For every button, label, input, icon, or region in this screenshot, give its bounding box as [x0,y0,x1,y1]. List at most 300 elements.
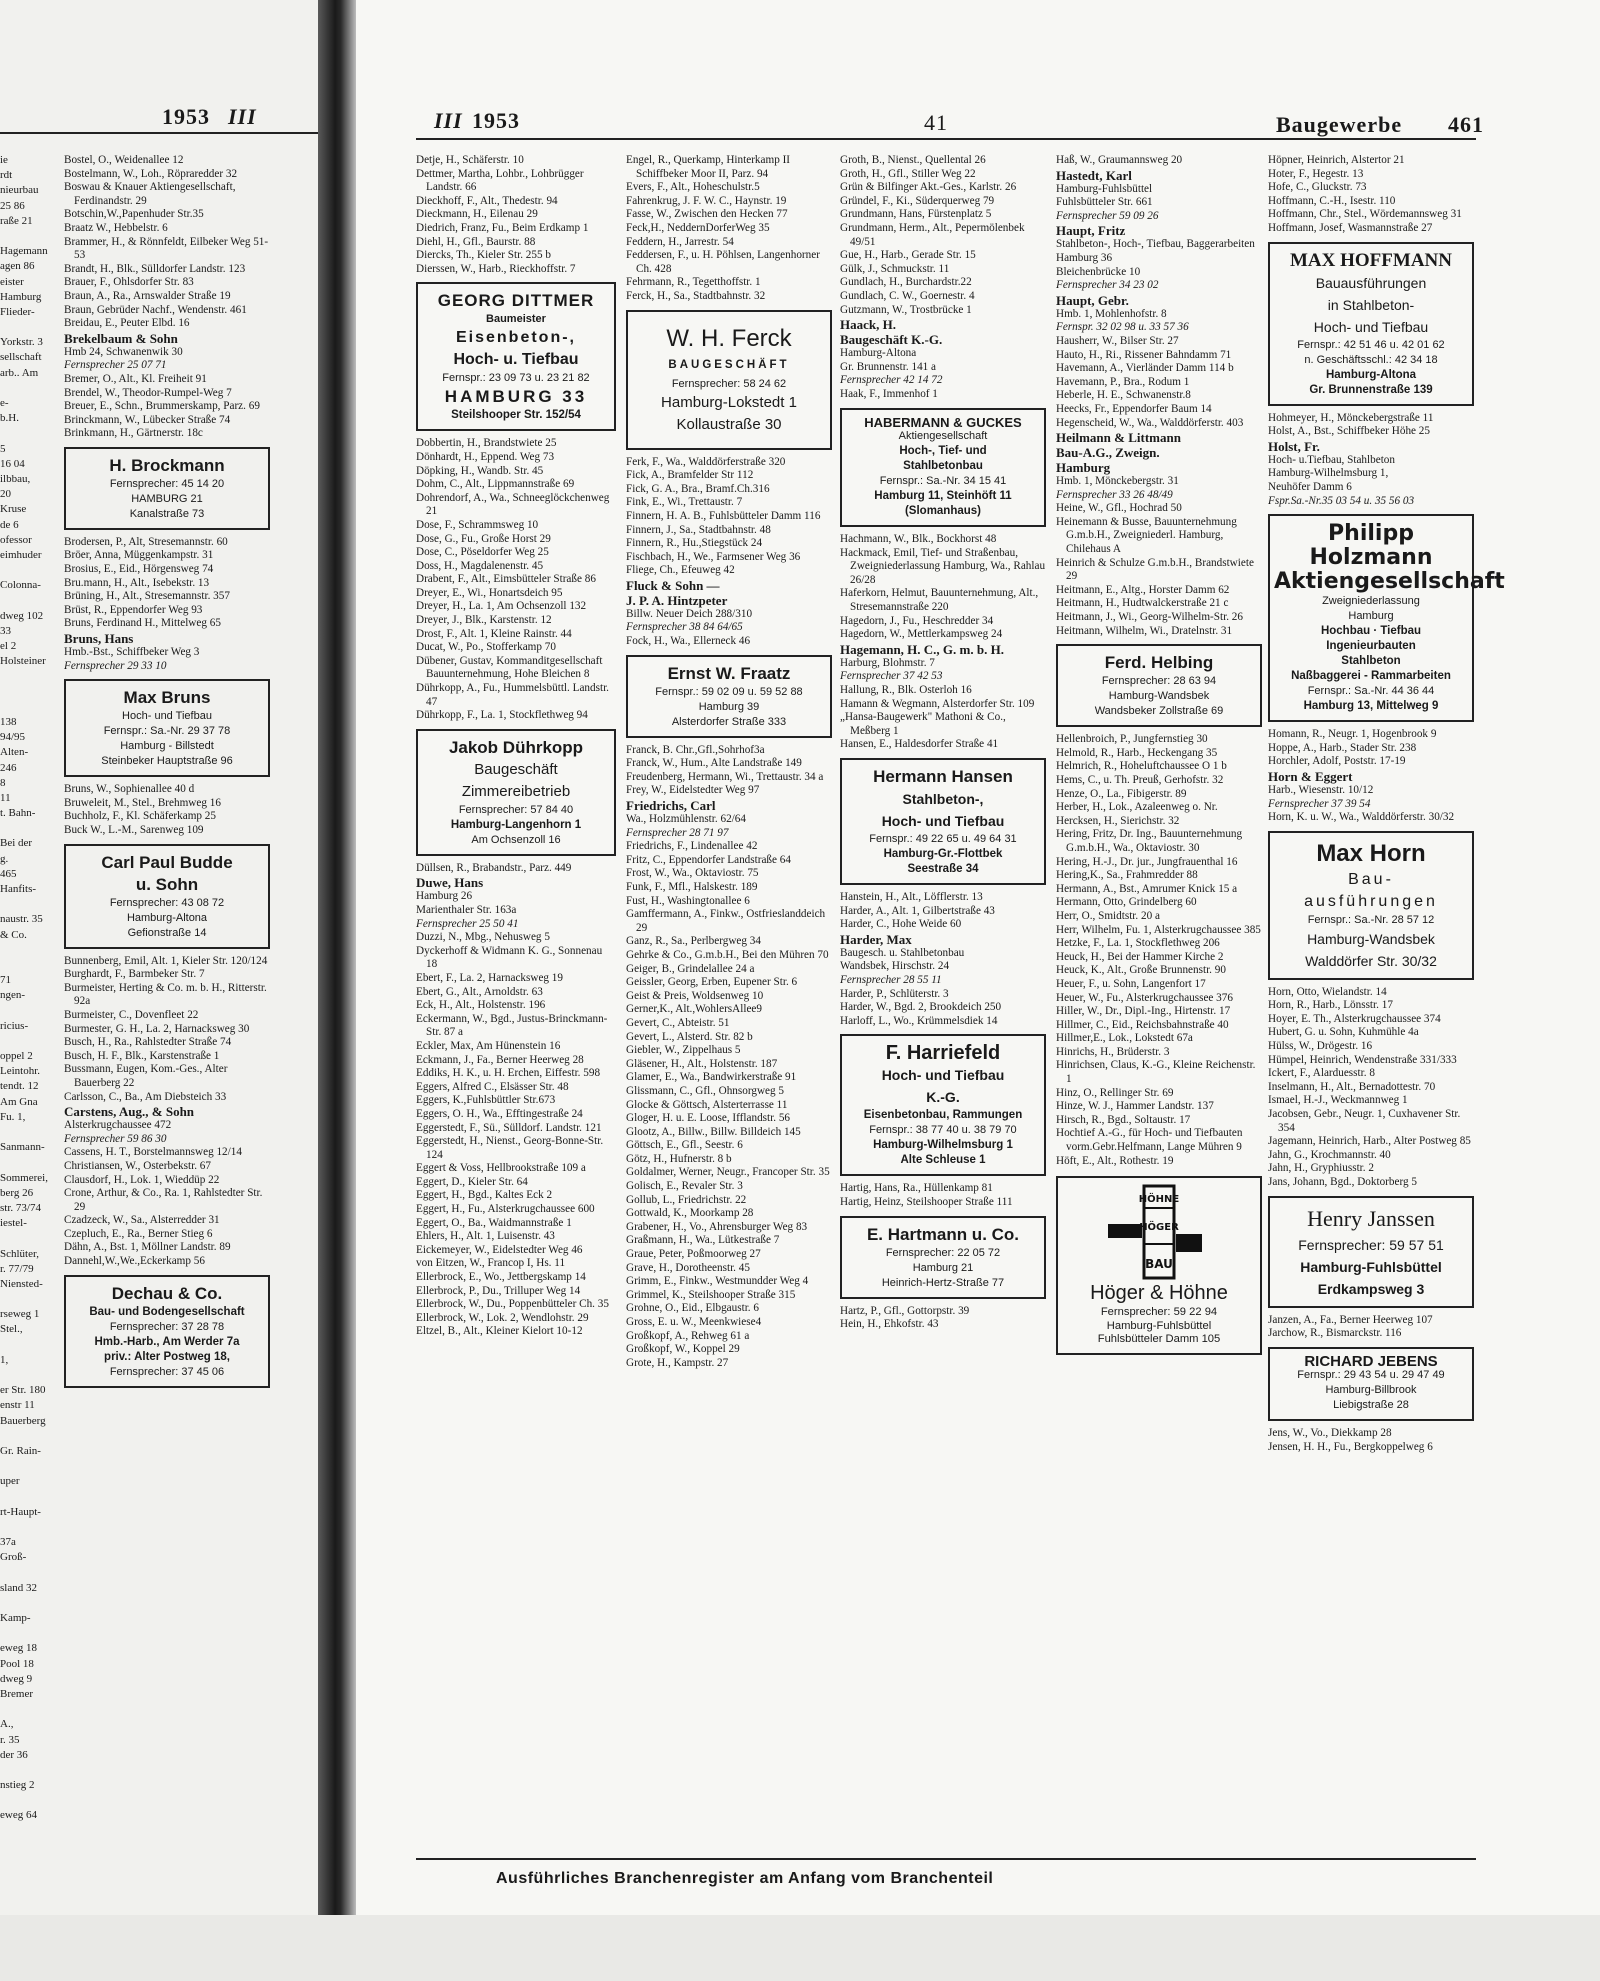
directory-entry: Hamburg-Fuhlsbüttel [1056,182,1153,195]
directory-entry: Hastedt, Karl [1056,167,1132,183]
edge-fragment [0,321,60,336]
directory-entry: Fernsprecher 28 55 11 [840,973,942,986]
directory-entry: Fust, H., Washingtonallee 6 [626,894,750,907]
directory-entry: Horn, R., Harb., Lönsstr. 17 [1268,999,1393,1012]
entry-list [1268,154,1474,236]
column-2 [626,154,832,1370]
edge-fragment: tendt. 12 [0,1080,39,1093]
directory-entry: Cassens, H. T., Borstelmannsweg 12/14 [64,1146,242,1159]
edge-fragment [0,427,60,442]
directory-entry: Hamburg 36 [1056,251,1113,264]
directory-entry: Hagemann, H. C., G. m. b. H. [840,641,1004,657]
edge-fragment: arb.. Am [0,366,39,379]
ad-name: RICHARD JEBENS [1304,1352,1438,1370]
edge-fragment: Pool 18 [0,1657,34,1670]
edge-fragment [0,1156,60,1171]
edge-fragment: Sommerei, [0,1171,48,1184]
edge-fragment [0,959,60,974]
directory-entry: Eckler, Max, Am Hünenstein 16 [416,1039,561,1052]
edge-fragment: rt-Haupt- [0,1505,41,1518]
directory-entry: Brendel, W., Theodor-Rumpel-Weg 7 [64,386,232,399]
entry-list [1268,1427,1474,1454]
entry-list [840,1182,1046,1209]
ad-ferd-helbing: Ferd. Helbing Fernsprecher: 28 63 94 Hamburg-Wandsbek Wandsbeker Zollstraße 69 [1056,644,1262,727]
ad-name: Max Bruns [123,688,211,708]
edge-fragment [0,1232,60,1247]
edge-fragment: Leintohr. [0,1065,41,1078]
edge-fragment: eweg 64 [0,1809,37,1822]
ad-hoeger-hoehne: HÖHNE HÖGER BAU Höger & Höhne Fernsprecher: 59 22 94 Hamburg-Fuhlsbüttel Fuhlsbütteler Damm 105 [1056,1176,1262,1355]
directory-entry: Ickert, F., Alarduesstr. 8 [1268,1067,1375,1080]
directory-entry: Dönhardt, H., Eppend. Weg 73 [416,450,555,463]
directory-entry: Fernsprecher 38 84 64/65 [626,621,743,634]
directory-entry: Goldalmer, Werner, Neugr., Francoper Str. 35 [626,1166,830,1179]
edge-fragment: r. 35 [0,1733,20,1746]
directory-entry: Eggers, Alfred C., Elsässer Str. 48 [416,1080,569,1093]
directory-entry: Gevert, C., Abteistr. 51 [626,1016,730,1029]
directory-entry: Fock, H., Wa., Ellerneck 46 [626,635,751,648]
directory-entry: Fick, G. A., Bra., Bramf.Ch.316 [626,482,770,495]
ad-dechau: Dechau & Co. Bau- und Bodengesellschaft Fernsprecher: 37 28 78 Hmb.-Harb., Am Werder 7a priv.: Alter Postweg 18, Fernsprecher: 37 45 06 [64,1275,270,1388]
directory-entry: Hauto, H., Ri., Rissener Bahndamm 71 [1056,348,1232,361]
edge-fragment: 138 [0,715,17,728]
directory-entry: Brauer, F., Ohlsdorfer Str. 83 [64,276,194,289]
ad-budde: Carl Paul Budde u. Sohn Fernsprecher: 43 08 72 Hamburg-Altona Gefionstraße 14 [64,844,270,949]
directory-entry: Graue, Peter, Poßmoorweg 27 [626,1248,761,1261]
edge-fragment: 71 [0,974,11,987]
ad-name: Ernst W. Fraatz [667,663,791,683]
directory-entry: Hachmann, W., Blk., Bockhorst 48 [840,533,997,546]
edge-fragment: Stel., [0,1323,23,1336]
directory-entry: Heberle, H. E., Schwanenstr.8 [1056,389,1191,402]
edge-fragment: Gr. Rain- [0,1444,41,1457]
edge-fragment: nstieg 2 [0,1779,35,1792]
directory-entry: Hamburg 26 [416,890,473,903]
directory-entry: Bussmann, Eugen, Kom.-Ges., Alter Bauerberg 22 [64,1063,231,1089]
directory-entry: Dierssen, W., Harb., Rieckhoffstr. 7 [416,262,576,275]
edge-fragment: Holsteiner [0,655,46,668]
directory-entry: Bröer, Anna, Müggenkampstr. 31 [64,549,214,562]
directory-entry: Gundlach, H., Burchardstr.22 [840,276,972,289]
column-3 [840,154,1046,1332]
directory-entry: Crone, Arthur, & Co., Ra. 1, Rahlstedter Str. 29 [64,1187,266,1213]
page-number: 41 [924,110,948,135]
directory-entry: Hoter, F., Hegestr. 13 [1268,167,1364,180]
edge-fragment [0,1005,60,1020]
right-header-year: 1953 [472,108,520,133]
directory-entry: Heuck, K., Alt., Große Brunnenstr. 90 [1056,964,1226,977]
directory-entry: Hellenbroich, P., Jungfernstieg 30 [1056,733,1208,746]
directory-entry: Gutzmann, W., Trostbrücke 1 [840,303,972,316]
book-gutter [318,0,356,1981]
column-number: 461 [1448,112,1484,137]
directory-entry: J. P. A. Hintzpeter [626,592,728,608]
directory-entry: Brüst, R., Eppendorfer Weg 93 [64,603,203,616]
directory-entry: Hansen, E., Haldesdorfer Straße 41 [840,738,999,751]
ad-name: Höger & Höhne [1090,1282,1228,1305]
directory-entry: Horchler, Adolf, Poststr. 17-19 [1268,755,1406,768]
directory-entry: Ismael, H.-J., Weckmannweg 1 [1268,1094,1408,1107]
directory-entry: Hmb 24, Schwanenwik 30 [64,345,183,358]
edge-fragment: rdt [0,169,13,182]
ad-phone: Fernsprecher: 45 14 20 [109,477,225,490]
ad-ferck: W. H. Ferck BAUGESCHÄFT Fernsprecher: 58 24 62 Hamburg-Lokstedt 1 Kollaustraße 30 [626,310,832,450]
edge-fragment: de 6 [0,518,19,531]
logo-bottom-text: BAU [1145,1257,1173,1272]
directory-entry: Frey, W., Eidelstedter Weg 97 [626,784,760,797]
directory-entry: Grundmann, Herm., Alt., Pepermölenbek 49/51 [840,221,1028,248]
directory-entry: Fernsprecher 28 71 97 [626,826,729,839]
edge-fragment: str. 73/74 [0,1201,41,1214]
directory-entry: Heitmann, E., Altg., Horster Damm 62 [1056,583,1230,596]
directory-entry: Busch, H. F., Blk., Karstenstraße 1 [64,1049,220,1062]
directory-entry: Hartig, Hans, Ra., Hüllenkamp 81 [840,1182,993,1195]
edge-fragment [0,1339,60,1354]
ad-fraatz: Ernst W. Fraatz Fernspr.: 59 02 09 u. 59 52 88 Hamburg 39 Alsterdorfer Straße 333 [626,655,832,738]
directory-entry: Ebert, F., La. 2, Harnacksweg 19 [416,971,563,984]
directory-entry: Burmester, G. H., La. 2, Harnacksweg 30 [64,1022,250,1035]
directory-entry: Hagedorn, W., Mettlerkampsweg 24 [840,628,1003,641]
edge-fragment [0,1521,60,1536]
ad-brockmann [64,447,270,530]
directory-entry: Dose, C., Pöseldorfer Weg 25 [416,546,549,559]
directory-entry: Havemann, P., Bra., Rodum 1 [1056,375,1190,388]
directory-entry: Golisch, E., Revaler Str. 3 [626,1180,743,1193]
directory-entry: Ferck, H., Sa., Stadtbahnstr. 32 [626,289,766,302]
directory-entry: Götz, H., Hufnerstr. 8 b [626,1152,732,1165]
directory-entry: Breidau, E., Peuter Elbd. 16 [64,317,190,330]
edge-fragment: dweg 9 [0,1672,33,1685]
directory-entry: Ehlers, H., Alt. 1, Luisenstr. 43 [416,1230,555,1243]
edge-fragment: er Str. 180 [0,1384,46,1397]
ad-richard-jebens: RICHARD JEBENS Fernspr.: 29 43 54 u. 29 47 49 Hamburg-Billbrook Liebigstraße 28 [1268,1347,1474,1422]
directory-entry: Döpking, H., Wandb. Str. 45 [416,464,544,477]
directory-entry: Düllsen, R., Brabandstr., Parz. 449 [416,861,572,874]
ad-name: Max Horn [1316,839,1426,867]
directory-entry: Wandsbek, Hirschstr. 24 [840,960,950,973]
directory-entry: Dührkopp, A., Fu., Hummelsbüttl. Landstr. 47 [416,682,612,708]
directory-entry: Hallung, R., Blk. Osterloh 16 [840,684,972,697]
edge-fragment: Sanmann- [0,1141,45,1154]
directory-entry: Homann, R., Neugr. 1, Hogenbrook 9 [1268,728,1437,741]
directory-entry: Hermann, A., Bst., Amrumer Knick 15 a [1056,882,1238,895]
directory-entry: Brinckmann, W., Lübecker Straße 74 [64,413,231,426]
directory-entry: Eckmann, J., Fa., Berner Heerweg 28 [416,1053,584,1066]
edge-fragment: 16 04 [0,457,25,470]
directory-entry: Drost, F., Alt. 1, Kleine Rainstr. 44 [416,627,572,640]
ad-name: Henry Janssen [1307,1205,1435,1231]
directory-entry: Neuhöfer Damm 6 [1268,480,1352,493]
edge-fragment [0,898,60,913]
directory-entry: Brammer, H., & Rönnfeldt, Eilbeker Weg 51-53 [64,235,269,262]
directory-entry: Hackmack, Emil, Tief- und Straßenbau, Zweigniederlassung Hamburg, Wa., Rahlau 26/28 [840,546,1048,586]
ad-philipp-holzmann: Philipp Holzmann Aktiengesellschaft Zweigniederlassung Hamburg Hochbau · Tiefbau Ingenieurbauten Stahlbeton Naßbaggerei - Rammarbeiten Fernspr.: Sa.-Nr. 44 36 44 Hamburg 13, Mittelweg 9 [1268,514,1474,722]
ad-henry-janssen: Henry Janssen Fernsprecher: 59 57 51 Hamburg-Fuhlsbüttel Erdkampsweg 3 [1268,1196,1474,1308]
edge-fragment [0,382,60,397]
directory-entry: Geiger, B., Grindelallee 24 a [626,962,755,975]
right-footer-rule [416,1858,1476,1860]
directory-entry: Glootz, A., Billw., Billw. Billdeich 145 [626,1125,801,1138]
directory-entry: Eggerstedt, F., Sü., Sülldorf. Landstr. 121 [416,1121,602,1134]
directory-entry: Hamburg-Wilhelmsburg 1, [1268,467,1389,480]
left-header-roman: III [228,104,257,129]
directory-entry: Diehl, H., Gfl., Baurstr. 88 [416,235,536,248]
directory-entry: Friedrichs, F., Lindenallee 42 [626,840,758,853]
directory-entry: Hoyer, E. Th., Alsterkrugchaussee 374 [1268,1012,1441,1025]
directory-entry: Jahn, G., Krochmannstr. 40 [1268,1148,1391,1161]
directory-entry: Groth, H., Gfl., Stiller Weg 22 [840,167,976,180]
directory-entry: Eckermann, W., Bgd., Justus-Brinckmann-Str. 87 a [416,1012,608,1039]
directory-entry: Glamer, E., Wa., Bandwirkerstraße 91 [626,1071,797,1084]
directory-entry: Bru.mann, H., Alt., Isebekstr. 13 [64,576,210,589]
directory-entry: Grohne, O., Eid., Elbgaustr. 6 [626,1302,759,1315]
directory-entry: Bunnenberg, Emil, Alt. 1, Kieler Str. 120/124 [64,954,268,967]
ad-name: W. H. Ferck [666,324,792,352]
edge-fragment: enstr 11 [0,1399,35,1412]
directory-entry: Diedrich, Franz, Fu., Beim Erdkamp 1 [416,221,589,234]
edge-fragment: rseweg 1 [0,1308,40,1321]
directory-entry: Marienthaler Str. 163a [416,904,517,916]
directory-entry: Bostel, O., Weidenallee 12 [64,154,184,166]
directory-entry: Hümpel, Heinrich, Wendenstraße 331/333 [1268,1053,1457,1066]
ad-name: F. Harriefeld [885,1042,1001,1065]
directory-entry: Dettmer, Martha, Lohbr., Lohbrügger Landstr. 66 [416,167,587,194]
directory-entry: Franck, B. Chr.,Gfl.,Sohrhof3a [626,743,765,756]
edge-fragment [0,1703,60,1718]
directory-entry: Helmold, R., Harb., Heckengang 35 [1056,746,1218,759]
directory-entry: Fernsprecher 33 26 48/49 [1056,488,1173,501]
directory-entry: Helmrich, R., Hoheluftchaussee O 1 b [1056,760,1227,773]
entry-list [626,154,832,304]
directory-entry: Dyckerhoff & Widmann K. G., Sonnenau 18 [416,944,605,971]
edge-fragment: Colonna- [0,579,41,592]
directory-entry: Fick, A., Bramfelder Str 112 [626,469,754,482]
directory-entry: Heinemann & Busse, Bauunternehmung G.m.b.H., Zweigniederl. Hamburg, Chilehaus A [1056,515,1240,556]
directory-entry: Detje, H., Schäferstr. 10 [416,154,524,166]
edge-fragment: berg 26 [0,1186,34,1199]
edge-fragment: der 36 [0,1748,28,1761]
edge-fragment: sellschaft [0,351,42,364]
directory-entry: Heuer, F., u. Sohn, Langenfort 17 [1056,977,1206,990]
edge-fragment: Bremer [0,1687,33,1700]
edge-fragment: & Co. [0,928,27,941]
directory-entry: Harloff, L., Wo., Krümmelsdiek 14 [840,1014,998,1027]
directory-entry: Eck, H., Alt., Holstenstr. 196 [416,999,546,1012]
edge-fragment: Flieder- [0,305,35,318]
directory-entry: Fischbach, H., We., Farmsener Weg 36 [626,550,801,563]
directory-entry: Gross, E. u. W., Meenkwiese4 [626,1316,762,1328]
directory-entry: Hubert, G. u. Sohn, Kuhmühle 4a [1268,1026,1419,1039]
edge-fragment [0,822,60,837]
directory-entry: Carlsson, C., Ba., Am Diebsteich 33 [64,1090,227,1103]
directory-entry: Finnern, J., Sa., Stadtbahnstr. 48 [626,523,771,536]
directory-entry: Ellerbrock, P., Du., Trilluper Weg 14 [416,1284,581,1297]
directory-entry: Ferk, F., Wa., Walddörferstraße 320 [626,455,786,468]
edge-fragment [0,686,60,701]
edge-fragment: eimhuder [0,548,42,561]
directory-entry: Horn, Otto, Wielandstr. 14 [1268,985,1387,998]
directory-entry: Carstens, Aug., & Sohn [64,1104,195,1120]
directory-entry: Fliege, Ch., Efeuweg 42 [626,564,735,577]
directory-entry: Geist & Preis, Woldsenweg 10 [626,989,764,1002]
edge-fragment [0,1369,60,1384]
directory-entry: Hmb.-Bst., Schiffbeker Weg 3 [64,646,200,659]
edge-fragment [0,594,60,609]
entry-list [64,783,270,837]
edge-fragment: sland 32 [0,1581,37,1594]
directory-entry: Hoffmann, Josef, Wasmannstraße 27 [1268,221,1433,234]
directory-entry: Groth, B., Nienst., Quellental 26 [840,154,986,166]
edge-fragment: 94/95 [0,731,26,744]
directory-entry: Brosius, E., Eid., Hörgensweg 74 [64,563,214,576]
directory-entry: Braun, A., Ra., Arnswalder Straße 19 [64,289,231,302]
edge-fragment: r. 77/79 [0,1262,34,1275]
directory-entry: Hmb. 1, Mohlenhofstr. 8 [1056,307,1167,320]
directory-entry: Höpner, Heinrich, Alstertor 21 [1268,154,1405,166]
directory-entry: Dohm, C., Alt., Lippmannstraße 69 [416,478,575,491]
directory-entry: Dannehl,W.,We.,Eckerkamp 56 [64,1255,205,1268]
directory-entry: Grote, H., Kampstr. 27 [626,1356,729,1369]
edge-fragment [0,1597,60,1612]
left-header-year: 1953 [162,104,210,129]
directory-entry: Hamann & Wegmann, Alsterdorfer Str. 109 [840,697,1035,710]
directory-entry: Alsterkrugchaussee 472 [64,1119,172,1132]
entry-list [626,744,832,1371]
directory-entry: Hartz, P., Gfl., Gottorpstr. 39 [840,1304,970,1317]
edge-fragment: Am Gna [0,1095,38,1108]
right-header-rule [416,138,1476,140]
entry-list [840,533,1046,752]
directory-entry: Gülk, J., Schmuckstr. 11 [840,262,950,275]
directory-entry: Fernsprecher 25 50 41 [416,917,519,930]
directory-entry: Hinrichsen, Claus, K.-G., Kleine Reichenstr. 1 [1056,1059,1259,1086]
directory-entry: Heecks, Fr., Eppendorfer Baum 14 [1056,402,1212,415]
ad-street: Kanalstraße 73 [129,507,205,520]
directory-entry: Hartig, Heinz, Steilshooper Straße 111 [840,1195,1013,1208]
directory-entry: Ellerbrock, W., Lok. 2, Wendlohstr. 29 [416,1311,589,1324]
right-page [356,0,1600,1981]
directory-entry: Fernsprecher 25 07 71 [64,359,167,372]
directory-entry: Bruns, Ferdinand H., Mittelweg 65 [64,617,221,630]
edge-fragment: ilbbau, [0,472,31,485]
edge-fragment: e- [0,397,9,409]
directory-entry: Bruweleit, M., Stel., Brehmweg 16 [64,796,221,809]
directory-entry: Gevert, L., Alsterd. Str. 82 b [626,1030,753,1043]
directory-entry: Dreyer, J., Blk., Karstenstr. 12 [416,614,552,627]
directory-entry: Evers, F., Alt., Hoheschulstr.5 [626,181,760,194]
directory-entry: Hoppe, A., Harb., Stader Str. 238 [1268,741,1417,754]
edge-fragment: iestel- [0,1217,27,1230]
directory-entry: Grave, H., Dorotheenstr. 45 [626,1261,750,1274]
directory-entry: Bau-A.G., Zweign. [1056,445,1160,461]
directory-entry: Ebert, G., Alt., Arnoldstr. 63 [416,985,543,998]
edge-fragment: 20 [0,488,11,501]
edge-fragment: ie [0,154,8,166]
directory-entry: Haak, F., Immenhof 1 [840,387,938,400]
directory-entry: Hoch- u.Tiefbau, Stahlbeton [1268,453,1395,466]
ad-name: H. Brockmann [109,455,225,475]
directory-entry: Eggert, D., Kieler Str. 64 [416,1175,528,1188]
column-4 [1056,154,1262,1363]
directory-entry: Hoffmann, C.-H., Isestr. 110 [1268,194,1396,207]
ad-name: E. Hartmann u. Co. [866,1224,1020,1244]
edge-fragment: 246 [0,761,17,774]
directory-entry: Jens, W., Vo., Diekkamp 28 [1268,1427,1392,1440]
column-5 [1268,154,1505,1455]
directory-entry: Hamburg-Altona [840,347,917,360]
edge-fragment [0,701,60,716]
directory-entry: Hein, H., Ehkofstr. 43 [840,1318,939,1331]
directory-entry: Jans, Johann, Bgd., Doktorberg 5 [1268,1176,1417,1188]
ad-name: Philipp Holzmann [1309,521,1433,571]
directory-entry: Dührkopp, F., La. 1, Stockflethweg 94 [416,709,588,722]
directory-entry: Ellerbrock, W., Du., Poppenbütteler Ch. 35 [416,1298,609,1311]
directory-entry: „Hansa-Baugewerk" Mathoni & Co., Meßberg 1 [840,711,1009,737]
ad-name: Ferd. Helbing [1104,653,1214,673]
edge-fragment: el 2 [0,640,17,652]
directory-entry: Jacobsen, Gebr., Neugr. 1, Cuxhavener Str. 354 [1268,1108,1464,1134]
directory-entry: Buchholz, F., Kl. Schäferkamp 25 [64,810,216,823]
edge-fragment [0,944,60,959]
directory-entry: Dohrendorf, A., Wa., Schneeglöckchenweg 21 [416,491,613,518]
directory-entry: Eggert, O., Ba., Waidmannstraße 1 [416,1216,572,1229]
edge-fragment [0,1491,60,1506]
edge-fragment: Hanfits- [0,883,37,895]
edge-fragment: agen 86 [0,260,35,273]
directory-entry: Hering,K., Sa., Frahmredder 88 [1056,869,1198,882]
directory-entry: Freudenberg, Hermann, Wi., Trettaustr. 34 a [626,770,824,783]
directory-entry: Dobbertin, H., Brandstwiete 25 [416,437,557,450]
ad-max-bruns: Max Bruns Hoch- und Tiefbau Fernspr.: Sa.-Nr. 29 37 78 Hamburg - Billstedt Steinbeker Hauptstraße 96 [64,679,270,777]
directory-entry: Herr, Wilhelm, Fu. 1, Alsterkrugchaussee 385 [1056,923,1261,936]
directory-entry: Hmb. 1, Mönckebergstr. 31 [1056,475,1179,488]
directory-entry: Heuer, W., Fu., Alsterkrugchaussee 376 [1056,991,1233,1004]
directory-entry: Glissmann, C., Gfl., Ohnsorgweg 5 [626,1084,784,1097]
directory-entry: Funk, F., Mfl., Halskestr. 189 [626,881,758,893]
entry-list [626,456,832,649]
directory-entry: Gollub, L., Friedrichstr. 22 [626,1193,747,1206]
directory-entry: Holst, Fr. [1268,438,1320,454]
directory-entry: Hermann, Otto, Grindelberg 60 [1056,896,1197,909]
edge-fragment: naustr. 35 [0,913,43,926]
entry-list [416,862,616,1339]
directory-entry: Hohmeyer, H., Mönckebergstraße 11 [1268,411,1434,424]
edge-fragment [0,1035,60,1050]
directory-entry: Diercks, Th., Kieler Str. 255 b [416,249,551,262]
directory-entry: Baugeschäft K.-G. [840,332,943,348]
directory-entry: Brinkmann, H., Gärtnerstr. 18c [64,427,203,440]
directory-entry: Gläsener, H., Alt., Holstenstr. 187 [626,1057,778,1070]
directory-entry: Burmeister, Herting & Co. m. b. H., Ritterstr. 92a [64,981,270,1008]
directory-entry: Billw. Neuer Deich 288/310 [626,607,753,620]
directory-entry: Haupt, Gebr. [1056,292,1129,308]
directory-entry: Hanstein, H., Alt., Löfflerstr. 13 [840,891,983,903]
ad-name: Dechau & Co. [111,1283,223,1303]
logo-mid-text: HÖGER [1139,1222,1179,1234]
directory-entry: Giebler, W., Zippelhaus 5 [626,1044,741,1057]
entry-list [1268,986,1474,1190]
directory-entry: Busch, H., Ra., Rahlstedter Straße 74 [64,1036,232,1049]
directory-entry: Heinrich & Schulze G.m.b.H., Brandstwiete 29 [1056,556,1257,583]
directory-entry: Bruns, Hans [64,631,134,647]
directory-entry: Dreyer, E., Wi., Honartsdeich 95 [416,586,563,599]
edge-fragment: Kamp- [0,1612,31,1624]
directory-entry: Gundlach, C. W., Goernestr. 4 [840,289,975,302]
directory-entry: Grimm, E., Finkw., Westmundder Weg 4 [626,1275,809,1288]
entry-list [1056,733,1262,1168]
directory-entry: Heine, W., Gfl., Hochrad 50 [1056,502,1182,515]
edge-fragment: Hagemann [0,245,48,258]
